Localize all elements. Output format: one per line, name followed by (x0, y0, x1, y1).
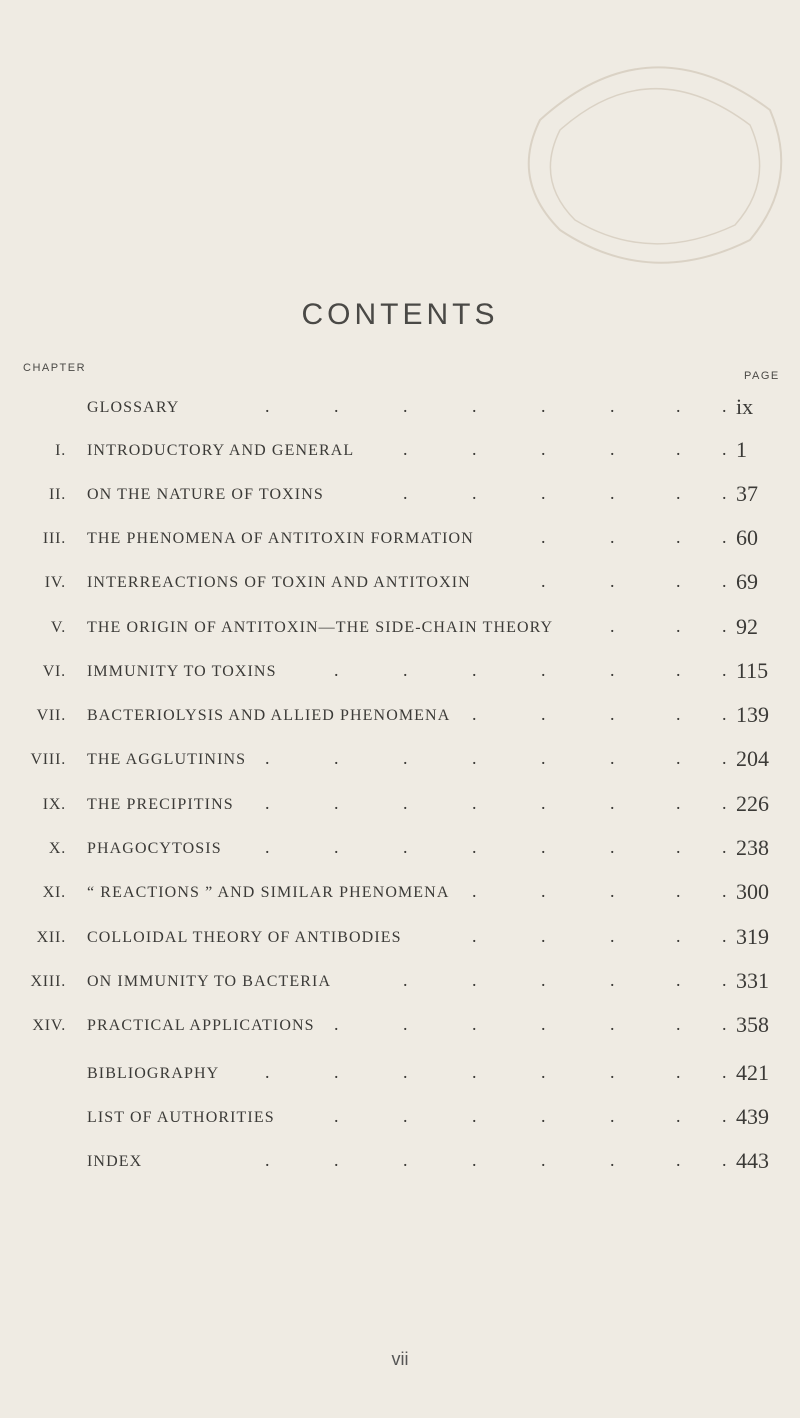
chapter-number: III. (42, 530, 66, 547)
chapter-title: THE PRECIPITINS (87, 796, 234, 813)
toc-entry (0, 1102, 800, 1132)
leader-dots: . . . . (541, 571, 727, 591)
chapter-title: COLLOIDAL THEORY OF ANTIBODIES (87, 929, 402, 946)
chapter-number: II. (48, 486, 66, 503)
toc-entry (0, 656, 800, 686)
toc-entry (0, 700, 800, 730)
chapter-number: IV. (44, 574, 66, 591)
leader-dots: . . . . . . . . (265, 1150, 727, 1170)
leader-dots: . . . . . . . . (265, 748, 727, 768)
leader-dots: . . . . . . . . (265, 793, 727, 813)
chapter-title: THE PHENOMENA OF ANTITOXIN FORMATION (87, 530, 474, 547)
chapter-title: GLOSSARY (87, 399, 180, 416)
page-number: 139 (736, 702, 769, 727)
chapter-number: VIII. (30, 751, 66, 768)
chapter-number: XI. (42, 884, 66, 901)
chapter-title: THE ORIGIN OF ANTITOXIN—THE SIDE-CHAIN THEORY (87, 619, 554, 636)
chapter-number: VI. (42, 663, 66, 680)
leader-dots: . . . . . . . . (265, 837, 727, 857)
chapter-title: INDEX (87, 1153, 143, 1170)
page-number: 358 (736, 1012, 769, 1037)
chapter-title: INTRODUCTORY AND GENERAL (87, 442, 355, 459)
leader-dots: . . . . . . (403, 439, 727, 459)
chapter-number: XIV. (32, 1017, 66, 1034)
page-number: 319 (736, 924, 769, 949)
page-number: 204 (736, 746, 769, 771)
leader-dots: . . . . . . . . (265, 1062, 727, 1082)
page-number: 421 (736, 1060, 769, 1085)
page-number: 226 (736, 791, 769, 816)
page-number: ix (736, 394, 754, 419)
chapter-title: INTERREACTIONS OF TOXIN AND ANTITOXIN (87, 574, 471, 591)
chapter-title: PHAGOCYTOSIS (87, 840, 222, 857)
toc-entry (0, 966, 800, 996)
page-number: 69 (736, 569, 758, 594)
chapter-title: THE AGGLUTININS (87, 751, 247, 768)
leader-dots: . . . . . . . (334, 1106, 727, 1126)
chapter-number: IX. (42, 796, 66, 813)
page-number: 331 (736, 968, 769, 993)
toc-entry (0, 1058, 800, 1088)
toc-entry (0, 523, 800, 553)
leader-dots: . . . . . (472, 704, 727, 724)
leader-dots: . . . (610, 616, 727, 636)
chapter-title: ON THE NATURE OF TOXINS (87, 486, 324, 503)
chapter-column-header: CHAPTER (23, 362, 87, 374)
chapter-title: “ REACTIONS ” AND SIMILAR PHENOMENA (87, 884, 450, 901)
toc-entry (0, 744, 800, 774)
toc-entry (0, 567, 800, 597)
leader-dots: . . . . . . . (334, 1014, 727, 1034)
page-number: 92 (736, 614, 758, 639)
leader-dots: . . . . . . (403, 970, 727, 990)
chapter-number: XIII. (30, 973, 66, 990)
chapter-title: BACTERIOLYSIS AND ALLIED PHENOMENA (87, 707, 451, 724)
leader-dots: . . . . . (472, 881, 727, 901)
chapter-title: PRACTICAL APPLICATIONS (87, 1017, 315, 1034)
chapter-title: BIBLIOGRAPHY (87, 1065, 220, 1082)
chapter-title: IMMUNITY TO TOXINS (87, 663, 277, 680)
toc-entry (0, 612, 800, 642)
toc-entry (0, 833, 800, 863)
toc-entry (0, 479, 800, 509)
toc-entry (0, 922, 800, 952)
toc-entry (0, 1146, 800, 1176)
page-number: 439 (736, 1104, 769, 1129)
page-column-header: PAGE (744, 370, 780, 382)
page-number: 115 (736, 658, 769, 683)
page-number: 60 (736, 525, 758, 550)
toc-entry (0, 1010, 800, 1040)
chapter-number: XII. (36, 929, 66, 946)
chapter-title: LIST OF AUTHORITIES (87, 1109, 275, 1126)
page-number: 443 (736, 1148, 769, 1173)
toc-entry (0, 435, 800, 465)
leader-dots: . . . . . . (403, 483, 727, 503)
leader-dots: . . . . . . . . (265, 396, 727, 416)
toc-entry (0, 877, 800, 907)
page-number: 37 (736, 481, 758, 506)
page-number: 238 (736, 835, 769, 860)
chapter-number: I. (55, 442, 66, 459)
toc-entry (0, 392, 800, 422)
leader-dots: . . . . . . . (334, 660, 727, 680)
library-stamp (500, 40, 800, 270)
leader-dots: . . . . . (472, 926, 727, 946)
chapter-number: V. (50, 619, 66, 636)
page-number: 300 (736, 879, 769, 904)
chapter-number: X. (48, 840, 66, 857)
page-number: 1 (736, 437, 747, 462)
leader-dots: . . . . (541, 527, 727, 547)
toc-entry (0, 789, 800, 819)
page-folio: vii (391, 1349, 409, 1369)
chapter-title: ON IMMUNITY TO BACTERIA (87, 973, 332, 990)
page-title: CONTENTS (301, 298, 499, 331)
chapter-number: VII. (36, 707, 66, 724)
